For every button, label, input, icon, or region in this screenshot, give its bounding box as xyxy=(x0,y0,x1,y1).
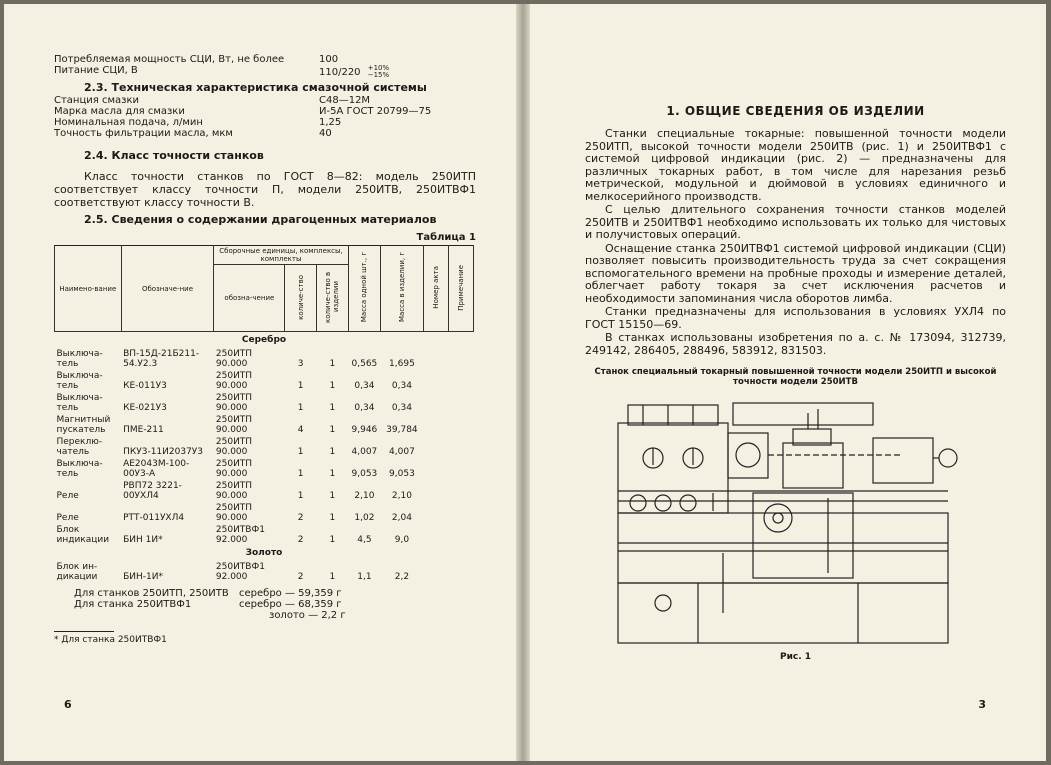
table-row xyxy=(55,435,474,457)
col-header-text: Номер акта xyxy=(431,266,440,309)
cell-name: Переклю-чатель xyxy=(56,437,103,457)
tolerance xyxy=(368,65,389,79)
cell-mass-product: 9,053 xyxy=(389,469,415,479)
total-row xyxy=(74,610,476,621)
cell-name: Реле xyxy=(56,491,79,501)
cell-qty: 1 xyxy=(297,403,304,413)
figure-caption: Станок специальный токарный повышенной точности модели 250ИТП и высокой точности модели 250ИТВ xyxy=(594,367,997,387)
spec-row xyxy=(54,54,476,65)
spec-row xyxy=(54,128,476,139)
paragraph: Оснащение станка 250ИТВФ1 системой цифровой индикации (СЦИ) позволяет повысить производительность труда за счет сокращения вспомогательного времени на пробные проходы и измерение деталей, облегчает работу токаря за счет исключения расчетов и необходимости запоминания числа оборотов лимба. xyxy=(585,241,1006,305)
cell-qty-in-product: 1 xyxy=(329,447,336,457)
cell-qty: 2 xyxy=(297,513,304,523)
cell-mass-product: 2,10 xyxy=(391,491,412,501)
cell-name: Выключа-тель xyxy=(56,371,103,391)
cell-mass-one: 2,10 xyxy=(354,491,375,501)
cell-name: Выключа-тель xyxy=(56,349,103,369)
cell-mass-one: 0,565 xyxy=(351,359,378,369)
col-header-qty xyxy=(285,265,317,332)
cell-unit: 250ИТП 90.000 xyxy=(215,393,253,413)
cell-qty: 1 xyxy=(297,491,304,501)
cell-name: Реле xyxy=(56,513,79,523)
table-row xyxy=(55,501,474,523)
col-header-qty-in-product xyxy=(317,265,349,332)
table-row xyxy=(55,479,474,501)
group-heading: Золото xyxy=(245,548,283,558)
cell-unit: 250ИТВФ1 92.000 xyxy=(215,562,265,582)
book-gutter xyxy=(516,4,530,761)
paragraph: С целью длительного сохранения точности станков моделей 250ИТВ и 250ИТВФ1 необходимо использовать их только для чистовых и получистовых операций. xyxy=(585,203,1006,241)
cell-mass-product: 0,34 xyxy=(391,403,412,413)
lathe-tailstock xyxy=(873,438,933,483)
cell-mass-one: 0,34 xyxy=(354,403,375,413)
table-row xyxy=(55,457,474,479)
spec-value: 100 xyxy=(319,54,339,65)
cell-name: Магнитный пускатель xyxy=(56,415,111,435)
col-header-designation: Обозначе-ние xyxy=(121,246,214,332)
table-caption: Таблица 1 xyxy=(416,232,476,243)
cell-qty: 3 xyxy=(297,359,304,369)
cell-qty-in-product: 1 xyxy=(329,513,336,523)
cell-qty: 4 xyxy=(297,425,304,435)
cell-unit: 250ИТВФ1 92.000 xyxy=(215,525,265,545)
cell-unit: 250ИТП 90.000 xyxy=(215,437,253,457)
spec-label: Номинальная подача, л/мин xyxy=(54,117,203,128)
cell-qty: 2 xyxy=(297,572,304,582)
footnote: * Для станка 250ИТВФ1 xyxy=(54,635,167,645)
cell-qty-in-product: 1 xyxy=(329,425,336,435)
spec-row xyxy=(54,65,476,79)
cell-mass-product: 0,34 xyxy=(391,381,412,391)
cell-unit: 250ИТП 90.000 xyxy=(215,349,253,369)
col-header-text: количе-ство xyxy=(296,274,305,320)
cell-name: Выключа-тель xyxy=(56,459,103,479)
cell-qty: 1 xyxy=(297,381,304,391)
section-heading: 2.4. Класс точности станков xyxy=(84,149,264,162)
lathe-headstock xyxy=(618,423,728,513)
figure-label: Рис. 1 xyxy=(779,652,812,662)
cell-designation: КЕ-021У3 xyxy=(123,403,167,413)
total-label: Для станков 250ИТП, 250ИТВ xyxy=(74,588,229,599)
cell-mass-product: 39,784 xyxy=(386,425,418,435)
right-page xyxy=(530,4,1046,761)
total-value: серебро — 59,359 г xyxy=(239,588,342,599)
cell-name: Блок индикации xyxy=(56,525,110,545)
spec-value: 110/220 xyxy=(319,67,361,78)
spec-label: Станция смазки xyxy=(54,95,139,106)
spec-value: 1,25 xyxy=(319,117,342,128)
spec-value: 40 xyxy=(319,128,332,139)
paragraph: В станках использованы изобретения по а. с. № 173094, 312739, 249142, 286405, 288496, 583912, 831503. xyxy=(585,331,1006,357)
cell-designation: РВП72 3221-00УХЛ4 xyxy=(123,481,182,501)
spec-value: С48—12М xyxy=(319,95,371,106)
spec-label: Точность фильтрации масла, мкм xyxy=(54,128,233,139)
cell-mass-one: 9,946 xyxy=(351,425,378,435)
cell-qty-in-product: 1 xyxy=(329,535,336,545)
cell-designation: ПМЕ-211 xyxy=(123,425,164,435)
spec-value-wrap xyxy=(319,65,476,79)
cell-unit: 250ИТП 90.000 xyxy=(215,371,253,391)
lathe-base xyxy=(618,583,948,643)
cell-qty-in-product: 1 xyxy=(329,359,336,369)
spec-value: И-5А ГОСТ 20799—75 xyxy=(319,106,432,117)
cell-mass-product: 2,04 xyxy=(391,513,412,523)
spec-list xyxy=(54,54,476,79)
col-header-text: Масса одной шт., г xyxy=(360,252,369,323)
cell-mass-product: 2,2 xyxy=(394,572,410,582)
cell-mass-product: 4,007 xyxy=(389,447,415,457)
lube-spec-list xyxy=(54,95,476,139)
lathe-chuck xyxy=(728,433,768,478)
total-row xyxy=(74,599,476,610)
total-row xyxy=(74,588,476,599)
cell-designation: БИН 1И* xyxy=(123,535,163,545)
chapter-title: 1. ОБЩИЕ СВЕДЕНИЯ ОБ ИЗДЕЛИИ xyxy=(666,104,925,118)
total-label: Для станка 250ИТВФ1 xyxy=(74,599,192,610)
paragraph: Класс точности станков по ГОСТ 8—82: модель 250ИТП соответствует классу точности П, модели 250ИТВ, 250ИТВФ1 соответствуют классу точности В. xyxy=(54,170,476,209)
cell-qty-in-product: 1 xyxy=(329,491,336,501)
lathe-bed xyxy=(618,513,948,583)
col-header-mass-product xyxy=(381,246,424,332)
col-header-note xyxy=(448,246,473,332)
cell-designation: ВП-15Д-21Б211-54.У2.3 xyxy=(123,349,200,369)
cell-unit: 250ИТП 90.000 xyxy=(215,415,253,435)
table-row xyxy=(55,391,474,413)
cell-mass-product: 1,695 xyxy=(389,359,415,369)
cell-unit: 250ИТП 90.000 xyxy=(215,503,253,523)
cell-qty-in-product: 1 xyxy=(329,381,336,391)
total-value: серебро — 68,359 г xyxy=(239,599,342,610)
lathe-cover xyxy=(733,403,873,425)
cell-mass-product: 9,0 xyxy=(394,535,410,545)
cell-mass-one: 1,1 xyxy=(357,572,372,582)
cell-name: Блок ин-дикации xyxy=(56,562,98,582)
cell-qty: 2 xyxy=(297,535,304,545)
cell-designation: АЕ2043М-100-00У3-А xyxy=(123,459,190,479)
table-row xyxy=(55,560,474,582)
section-heading: 2.5. Сведения о содержании драгоценных материалов xyxy=(84,213,437,226)
cell-qty: 1 xyxy=(297,447,304,457)
cell-qty: 1 xyxy=(297,469,304,479)
lathe-figure xyxy=(603,393,983,648)
tolerance-plus: +10% xyxy=(367,64,390,72)
cell-qty-in-product: 1 xyxy=(329,403,336,413)
tolerance-minus: −15% xyxy=(367,71,390,79)
page-number: 3 xyxy=(978,698,986,711)
lathe-apron xyxy=(753,493,853,578)
cell-mass-one: 4,5 xyxy=(357,535,372,545)
table-row xyxy=(55,413,474,435)
cell-designation: КЕ-011У3 xyxy=(123,381,167,391)
cell-unit: 250ИТП 90.000 xyxy=(215,459,253,479)
cell-qty-in-product: 1 xyxy=(329,469,336,479)
cell-name: Выключа-тель xyxy=(56,393,103,413)
col-header-mass-one xyxy=(348,246,380,332)
paragraph: Станки специальные токарные: повышенной точности модели 250ИТП, высокой точности модели 250ИТВ (рис. 1) и 250ИТВФ1 с системой цифровой индикации (рис. 2) — предназначены для различных токарных работ, в том числе для нарезания резьб метрической, модульной и дюймовой в условиях единичного и мелкосерийного производств. xyxy=(585,127,1006,203)
spec-label: Потребляемая мощность СЦИ, Вт, не более xyxy=(54,54,285,65)
col-header-text: количе-ство в изделии xyxy=(324,271,341,323)
footnote-rule xyxy=(54,631,114,632)
cell-designation: ПКУ3-11И2037У3 xyxy=(123,447,204,457)
total-label xyxy=(74,610,239,621)
spec-row xyxy=(54,117,476,128)
total-value: золото — 2,2 г xyxy=(269,610,346,621)
col-header-act-no xyxy=(423,246,448,332)
cell-qty-in-product: 1 xyxy=(329,572,336,582)
col-header-text: Масса в изделии, г xyxy=(397,252,406,323)
cell-designation: РТТ-011УХЛ4 xyxy=(123,513,185,523)
cell-mass-one: 1,02 xyxy=(354,513,375,523)
section-heading: 2.3. Техническая характеристика смазочной системы xyxy=(84,81,427,94)
cell-unit: 250ИТП 90.000 xyxy=(215,481,253,501)
cell-mass-one: 9,053 xyxy=(351,469,378,479)
cell-mass-one: 0,34 xyxy=(354,381,375,391)
group-heading: Серебро xyxy=(241,335,287,345)
spec-row xyxy=(54,95,476,106)
precious-materials-table xyxy=(54,245,474,582)
cell-designation: БИН-1И* xyxy=(123,572,163,582)
lathe-carriage xyxy=(783,443,843,488)
lathe-drawing xyxy=(603,393,983,648)
totals xyxy=(74,588,476,621)
spec-label: Питание СЦИ, В xyxy=(54,65,138,76)
col-header-sub-designation: обозна-чение xyxy=(214,265,285,332)
table-row xyxy=(55,347,474,369)
paragraph: Станки предназначены для использования в условиях УХЛ4 по ГОСТ 15150—69. xyxy=(585,305,1006,331)
spec-row xyxy=(54,106,476,117)
page-number: 6 xyxy=(64,698,72,711)
table-row xyxy=(55,523,474,545)
table-row xyxy=(55,369,474,391)
col-header-name: Наимено-вание xyxy=(55,246,122,332)
spec-label: Марка масла для смазки xyxy=(54,106,185,117)
lathe-headstock-top xyxy=(628,405,718,425)
col-header-group: Сборочные единицы, комплексы, комплекты xyxy=(214,246,348,265)
col-header-text: Примечание xyxy=(456,264,465,311)
lathe-handwheel xyxy=(764,504,792,532)
cell-mass-one: 4,007 xyxy=(351,447,378,457)
left-page xyxy=(4,4,516,761)
